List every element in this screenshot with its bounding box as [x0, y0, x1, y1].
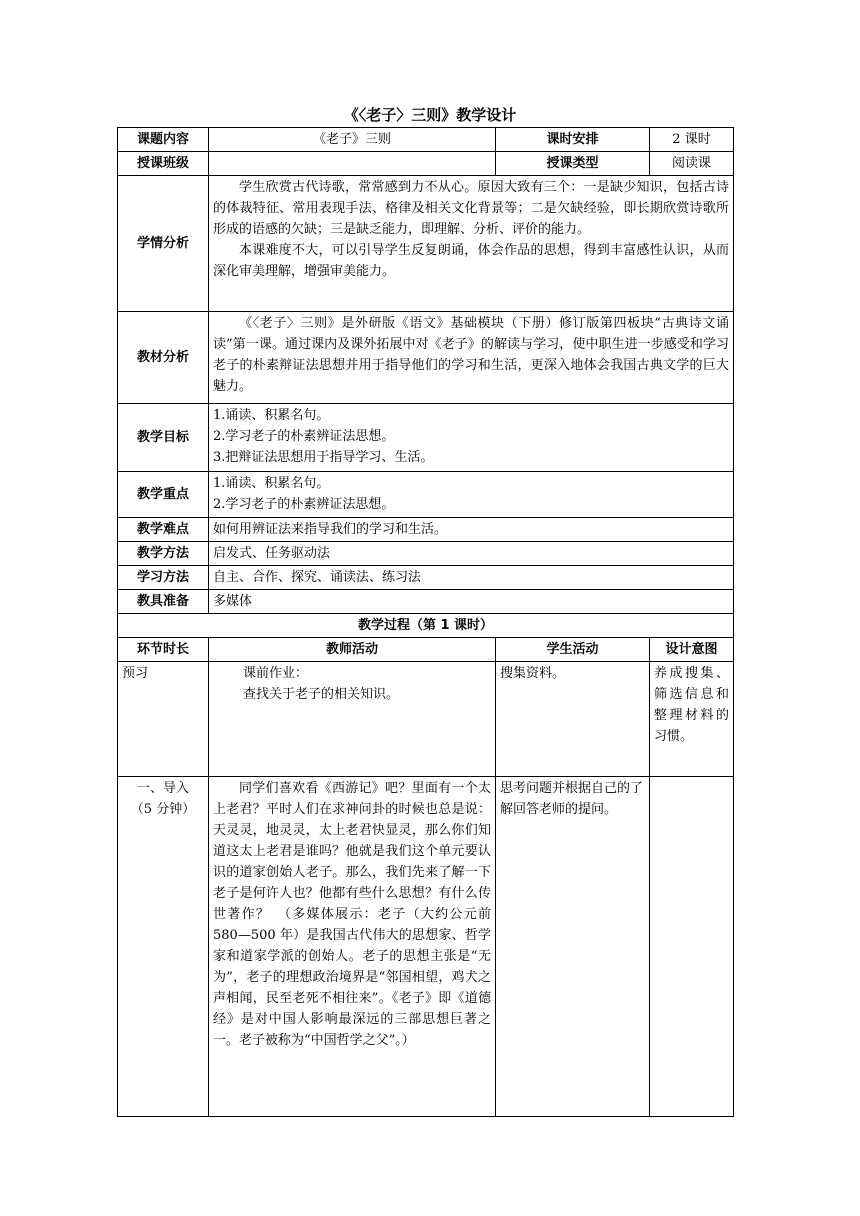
key-item: 1.诵读、积累名句。: [213, 476, 330, 491]
intent-cell: [650, 662, 734, 777]
process-row: [118, 662, 734, 777]
stage-name: 预习: [122, 666, 149, 681]
keys-label: 教学重点: [118, 472, 209, 518]
teacher-activity-cell: [209, 777, 496, 1117]
hours-value: 2 课时: [650, 128, 734, 152]
teacher-activity-para: 同学们喜欢看《西游记》吧？里面有一个太上老君？平时人们在求神问卦的时候也总是说：天灵灵，地灵灵，太上老君快显灵，那么你们知道这太上老君是谁吗？他就是我们这个单元要认识的道家创始人老子。那么，我们先来了解一下老子是何许人也？他都有些什么思想？有什么传世著作？ （多媒体展示：老子（大约公元前 580—500 年）是我国古代伟大的思想家、哲学家和道家学派的创始人。老子的思想主张是“无为”，老子的理想政治境界是“邻国相望，鸡犬之声相闻，民至老死不相往来”。《老子》即《道德经》是对中国人影响最深远的三部思想巨著之一。老子被称为“中国哲学之父”。）: [213, 781, 491, 1048]
intent-text: 养成搜集、筛选信息和整理材料的习惯。: [654, 666, 729, 744]
class-value: [209, 152, 496, 176]
goal-item: 2.学习老子的朴素辨证法思想。: [213, 429, 395, 444]
process-header-teacher: 教师活动: [209, 638, 496, 662]
process-header-intent: 设计意图: [650, 638, 734, 662]
lesson-plan-table: [117, 127, 734, 1117]
goals-label: 教学目标: [118, 404, 209, 472]
stage-cell: [118, 662, 209, 777]
student-analysis-para-1: 学生欣赏古代诗歌，常常感到力不从心。原因大致有三个：一是缺少知识，包括古诗的体裁特征、常用表现手法、格律及相关文化背景等；二是欠缺经验，即长期欣赏诗歌所形成的语感的欠缺；三是缺乏能力，即理解、分析、评价的能力。: [213, 180, 729, 237]
student-analysis-label: 学情分析: [118, 176, 209, 312]
material-analysis-label: 教材分析: [118, 312, 209, 404]
topic-label: 课题内容: [118, 128, 209, 152]
material-analysis-para: 《〈老子〉三则》是外研版《语文》基础模块（下册）修订版第四板块“古典诗文诵读”第一课。通过课内及课外拓展中对《老子》的解读与学习，使中职生进一步感受和学习老子的朴素辩证法思想并用于指导他们的学习和生活，更深入地体会我国古典文学的巨大魅力。: [213, 316, 729, 394]
material-analysis-content: [209, 312, 734, 404]
process-header-stage: 环节时长: [118, 638, 209, 662]
learn-method-value: 自主、合作、探究、诵读法、练习法: [209, 566, 734, 590]
stage-cell: [118, 777, 209, 1117]
student-analysis-content: [209, 176, 734, 312]
goals-content: [209, 404, 734, 472]
topic-value: 《老子》三则: [209, 128, 496, 152]
type-value: 阅读课: [650, 152, 734, 176]
stage-time: （5 分钟）: [130, 802, 196, 817]
teacher-activity-cell: [209, 662, 496, 777]
learn-method-label: 学习方法: [118, 566, 209, 590]
difficulty-value: 如何用辨证法来指导我们的学习和生活。: [209, 518, 734, 542]
intent-cell: [650, 777, 734, 1117]
student-activity-cell: 搜集资料。: [496, 662, 650, 777]
student-activity-cell: 思考问题并根据自己的了解回答老师的提问。: [496, 777, 650, 1117]
key-item: 2.学习老子的朴素辨证法思想。: [213, 497, 395, 512]
student-analysis-para-2: 本课难度不大，可以引导学生反复朗诵，体会作品的思想，得到丰富感性认识，从而深化审美理解，增强审美能力。: [213, 243, 729, 279]
tools-value: 多媒体: [209, 590, 734, 614]
difficulty-label: 教学难点: [118, 518, 209, 542]
tools-label: 教具准备: [118, 590, 209, 614]
hours-label: 课时安排: [496, 128, 650, 152]
document-title: 《〈老子〉三则》教学设计: [343, 106, 517, 124]
type-label: 授课类型: [496, 152, 650, 176]
process-title: 教学过程（第 1 课时）: [118, 614, 734, 638]
class-label: 授课班级: [118, 152, 209, 176]
goal-item: 3.把辩证法思想用于指导学习、生活。: [213, 450, 434, 465]
method-value: 启发式、任务驱动法: [209, 542, 734, 566]
teacher-activity-line: 查找关于老子的相关知识。: [243, 687, 400, 702]
process-header-student: 学生活动: [496, 638, 650, 662]
stage-name: 一、导入: [136, 781, 189, 796]
goal-item: 1.诵读、积累名句。: [213, 408, 330, 423]
method-label: 教学方法: [118, 542, 209, 566]
keys-content: [209, 472, 734, 518]
teacher-activity-line: 课前作业：: [243, 666, 309, 681]
process-row: [118, 777, 734, 1117]
